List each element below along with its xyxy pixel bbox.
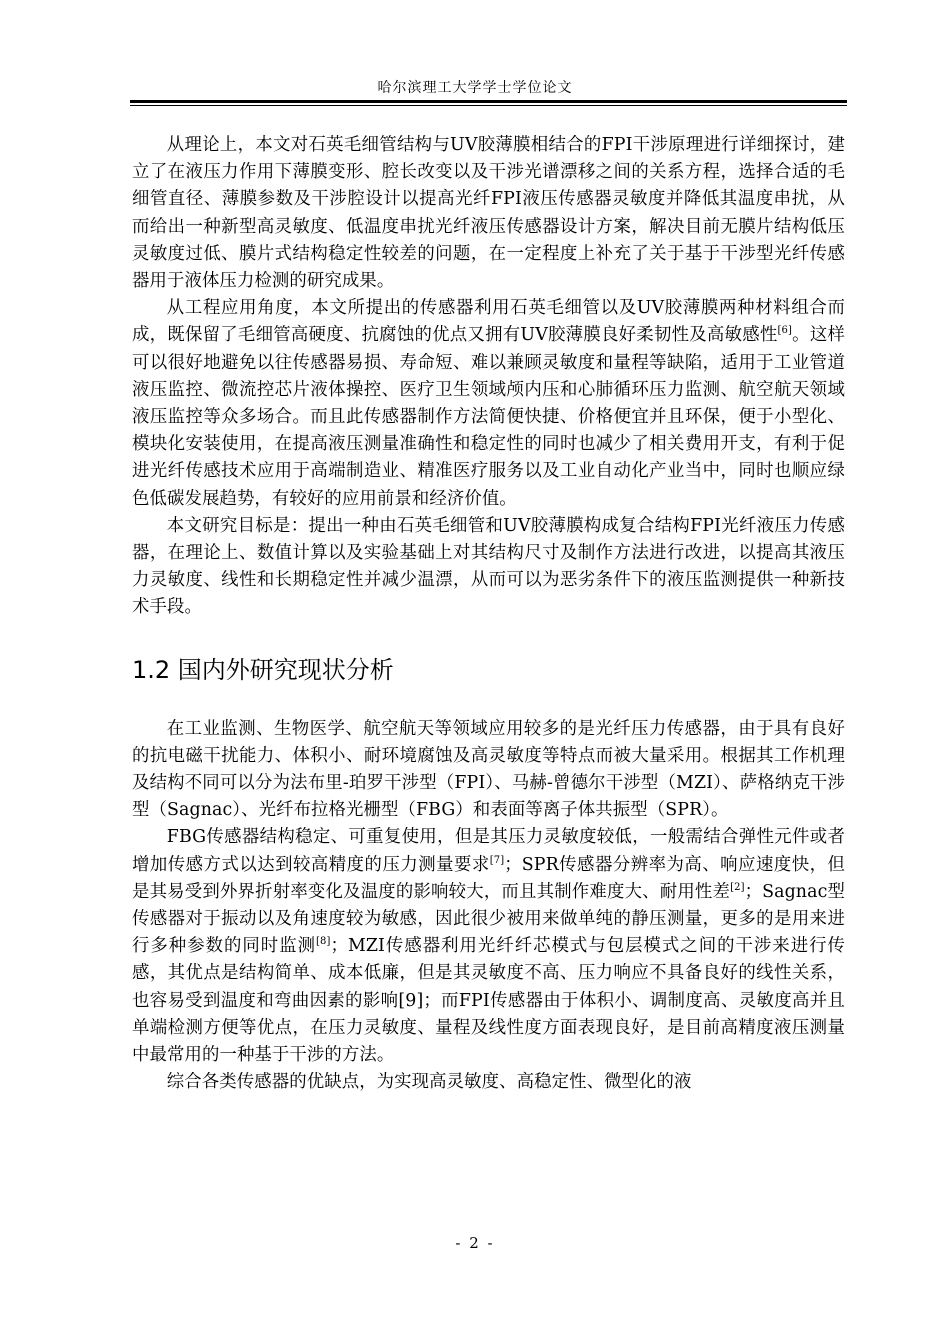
paragraph-text: ；SPR传感器分辨率为高、响应速度快，但是其易受到外界折射率变化及温度的影响较大，而且其制作难度大、耐用性差 [132,854,845,902]
paragraph-comparison [132,824,845,1069]
body-text [132,132,845,1097]
citation: [7] [489,854,505,866]
paragraph-goal: 本文研究目标是：提出一种由石英毛细管和UV胶薄膜构成复合结构FPI光纤液压力传感器，在理论上、数值计算以及实验基础上对其结构尺寸及制作方法进行改进，以提高其液压力灵敏度、线性和长期稳定性并减少温漂，从而可以为恶劣条件下的液压监测提供一种新技术手段。 [132,515,845,618]
paragraph-overview: 在工业监测、生物医学、航空航天等领域应用较多的是光纤压力传感器，由于具有良好的抗电磁干扰能力、体积小、耐环境腐蚀及高灵敏度等特点而被大量采用。根据其工作机理及结构不同可以分为法布里-珀罗干涉型（FPI）、马赫-曾德尔干涉型（MZI）、萨格纳克干涉型（Sagnac）、光纤布拉格光栅型（FBG）和表面等离子体共振型（SPR）。 [132,718,845,821]
header-rule-thin [130,105,847,106]
citation: [8] [316,936,331,948]
paragraph-text: 。这样可以很好地避免以往传感器易损、寿命短、难以兼顾灵敏度和量程等缺陷，适用于工业管道液压监控、微流控芯片液体操控、医疗卫生领域颅内压和心肺循环压力监测、航空航天领域液压监控等众多场合。而且此传感器制作方法简便快捷、价格便宜并且环保，便于小型化、模块化安装使用，在提高液压测量准确性和稳定性的同时也减少了相关费用开支，有利于促进光纤传感技术应用于高端制造业、精准医疗服务以及工业自动化产业当中，同时也顺应绿色低碳发展趋势，有较好的应用前景和经济价值。 [132,325,845,509]
citation: [6] [777,325,793,337]
citation: [2] [730,881,745,893]
section-heading: 1.2 国内外研究现状分析 [132,655,394,684]
paragraph-text: ；MZI传感器利用光纤纤芯模式与包层模式之间的干涉来进行传感，其优点是结构简单、成本低廉，但是其灵敏度不高、压力响应不具备良好的线性关系，也容易受到温度和弯曲因素的影响[9]；而FPI传感器由于体积小、调制度高、灵敏度高并且单端检测方便等优点，在压力灵敏度、量程及线性度方面表现良好，是目前高精度液压测量中最常用的一种基于干涉的方法。 [132,936,845,1066]
paragraph-theory: 从理论上，本文对石英毛细管结构与UV胶薄膜相结合的FPI干涉原理进行详细探讨，建立了在液压力作用下薄膜变形、腔长改变以及干涉光谱漂移之间的关系方程，选择合适的毛细管直径、薄膜参数及干涉腔设计以提高光纤FPI液压传感器灵敏度并降低其温度串扰，从而给出一种新型高灵敏度、低温度串扰光纤液压传感器设计方案，解决目前无膜片结构低压灵敏度过低、膜片式结构稳定性较差的问题，在一定程度上补充了关于基于干涉型光纤传感器用于液体压力检测的研究成果。 [132,135,845,292]
header-rule-thick [130,100,847,103]
paragraph-engineering [132,295,845,513]
paragraph-text: FBG传感器结构稳定、可重复使用，但是其压力灵敏度较低，一般需结合弹性元件或者增加传感方式以达到较高精度的压力测量要求 [132,827,845,875]
page-number: - 2 - [455,1234,495,1252]
paragraph-text: ；Sagnac型传感器对于振动以及角速度较为敏感，因此很少被用来做单纯的静压测量，更多的是用来进行多种参数的同时监测 [132,881,845,957]
running-header: 哈尔滨理工大学学士学位论文 [377,80,573,96]
paragraph-text: 从工程应用角度，本文所提出的传感器利用石英毛细管以及UV胶薄膜两种材料组合而成，既保留了毛细管高硬度、抗腐蚀的优点又拥有UV胶薄膜良好柔韧性及高敏感性 [132,298,845,346]
paragraph-summary: 综合各类传感器的优缺点，为实现高灵敏度、高稳定性、微型化的液 [166,1072,692,1093]
